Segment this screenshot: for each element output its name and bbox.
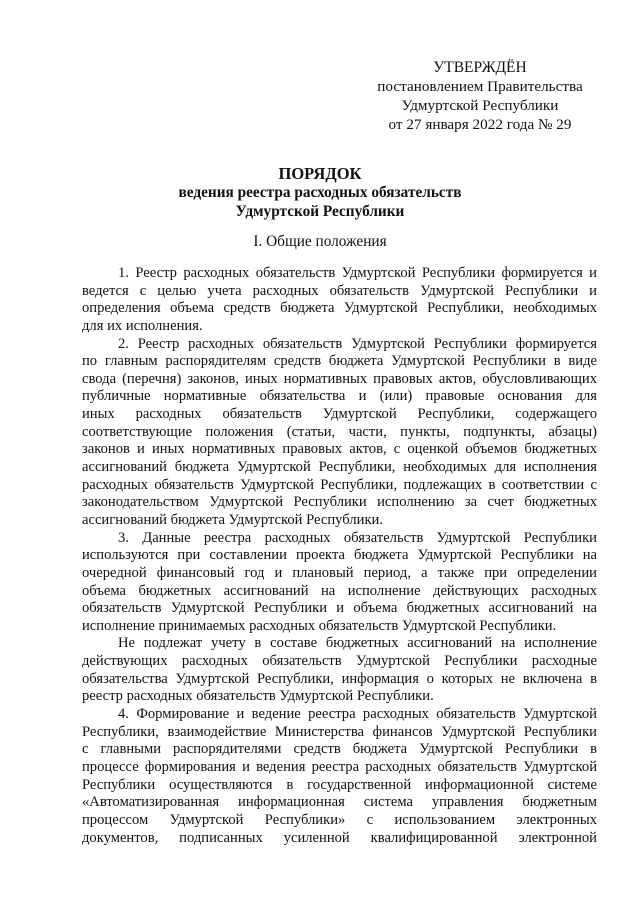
- text-line: 1. Реестр расходных обязательств Удмуртской Республики формируется и: [118, 265, 597, 281]
- text-line: 4. Формирование и ведение реестра расходных обязательств Удмуртской: [118, 706, 597, 723]
- text-line: по главным распорядителям средств бюджета Удмуртской Республики в виде: [82, 353, 597, 370]
- approval-title: УТВЕРЖДЁН: [433, 59, 527, 76]
- text-line: законодательством Удмуртской Республики исполнению за счет бюджетных: [82, 494, 597, 511]
- text-line: 2. Реестр расходных обязательств Удмуртской Республики формируется: [118, 335, 597, 352]
- text-line: процессом Удмуртской Республики» с использованием электронных: [82, 811, 597, 828]
- text-line: документов, подписанных усиленной квалифицированной электронной: [82, 829, 597, 846]
- text-line: «Автоматизированная информационная система управления бюджетным: [82, 794, 597, 811]
- text-line: очередной финансовый год и плановый период, а также при определении: [82, 564, 597, 581]
- document-subtitle-2: Удмуртской Республики: [235, 203, 405, 220]
- text-line: ведется с целью учета расходных обязательств Удмуртской Республики и: [82, 282, 597, 299]
- text-line: исполнение принимаемых расходных обязательств Удмуртской Республики.: [82, 617, 557, 634]
- text-line: реестр расходных обязательств Удмуртской Республики.: [82, 688, 434, 705]
- text-line: свода (перечня) законов, иных нормативных правовых актов, обусловливающих: [82, 370, 597, 387]
- text-line: обязательств Удмуртской Республики и объема бюджетных ассигнований на: [82, 600, 597, 617]
- approval-line-2: Удмуртской Республики: [401, 97, 559, 114]
- document-title: ПОРЯДОК: [278, 164, 362, 183]
- text-line: используются при составлении проекта бюджета Удмуртской Республики на: [82, 547, 597, 564]
- approval-stamp: [360, 58, 600, 134]
- text-line: Республики осуществляются в государственной информационной системе: [82, 776, 597, 793]
- section-title: I. Общие положения: [253, 233, 387, 250]
- text-line: иных расходных обязательств Удмуртской Республики, содержащего: [82, 406, 597, 423]
- document-heading: [0, 164, 640, 221]
- text-line: процессе формирования и ведения реестра расходных обязательств Удмуртской: [82, 758, 597, 775]
- text-line: Республики, взаимодействие Министерства финансов Удмуртской Республики: [82, 723, 597, 740]
- text-line: законов и иных нормативных правовых актов, с оценкой объемов бюджетных: [82, 441, 597, 458]
- text-line: обязательства Удмуртской Республики, информация о которых не включена в: [82, 670, 597, 687]
- text-line: с главными распорядителями средств бюджета Удмуртской Республики в: [82, 741, 597, 758]
- text-line: объема бюджетных ассигнований на исполнение действующих расходных: [82, 582, 597, 599]
- text-line: 3. Данные реестра расходных обязательств Удмуртской Республики: [118, 529, 597, 546]
- text-line: для их исполнения.: [82, 317, 203, 334]
- approval-line-1: постановлением Правительства: [377, 78, 583, 95]
- text-line: публичные нормативные обязательства и (или) правовые основания для: [82, 388, 597, 405]
- text-line: расходных обязательств Удмуртской Республики, подлежащих в соответствии с: [82, 476, 597, 493]
- document-body: [82, 265, 597, 847]
- document-subtitle-1: ведения реестра расходных обязательств: [178, 184, 462, 201]
- text-line: определения объема средств бюджета Удмуртской Республики, необходимых: [82, 300, 597, 317]
- text-line: Не подлежат учету в составе бюджетных ассигнований на исполнение: [118, 635, 597, 652]
- text-line: соответствующие положения (статьи, части, пункты, подпункты, абзацы): [82, 423, 597, 440]
- text-line: действующих расходных обязательств Удмуртской Республики расходные: [82, 653, 597, 670]
- text-line: ассигнований бюджета Удмуртской Республики, необходимых для исполнения: [82, 459, 597, 476]
- text-line: ассигнований бюджета Удмуртской Республики.: [82, 511, 383, 528]
- approval-line-3: от 27 января 2022 года № 29: [388, 116, 572, 133]
